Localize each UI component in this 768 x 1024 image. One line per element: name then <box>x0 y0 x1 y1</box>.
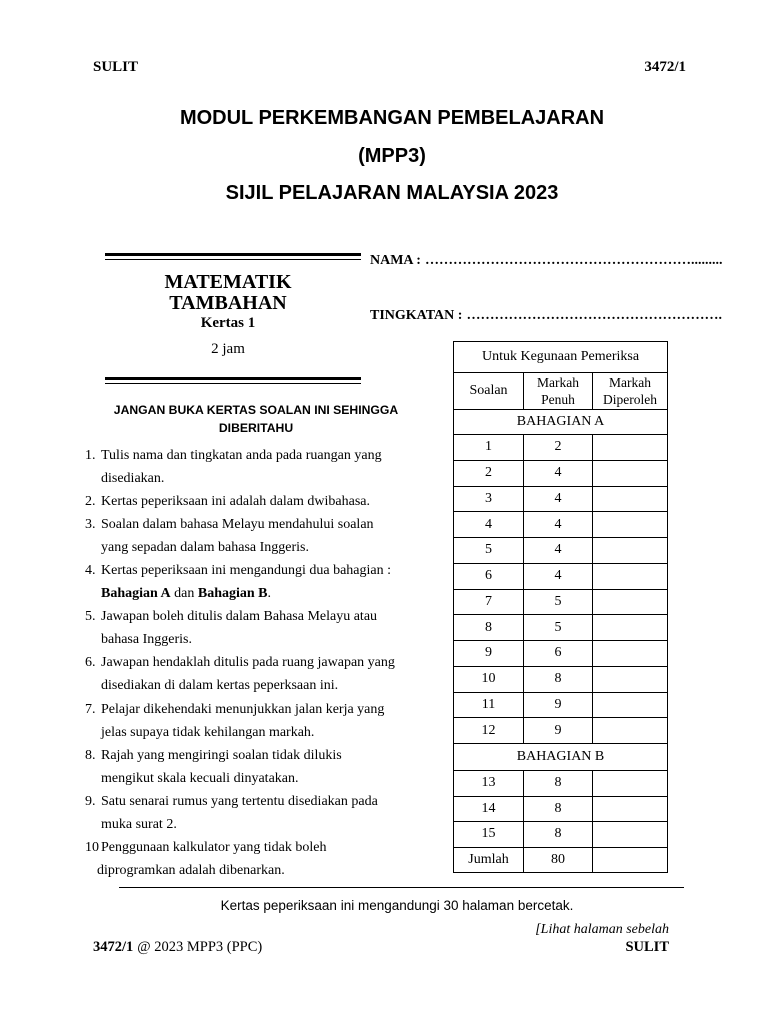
marks-obtained-cell <box>593 822 668 848</box>
instruction-text: Jawapan hendaklah ditulis pada ruang jawapan yang <box>101 655 395 671</box>
marks-obtained-cell <box>593 796 668 822</box>
table-row <box>454 771 668 797</box>
instruction-number: 7. <box>85 701 96 717</box>
table-title-row <box>454 342 668 373</box>
question-number-cell: 7 <box>454 589 524 615</box>
instruction-number: 9. <box>85 793 96 809</box>
double-rule-top-inner <box>105 259 361 261</box>
question-number-cell: 11 <box>454 692 524 718</box>
instruction-item <box>85 790 415 836</box>
total-marks-obtained <box>593 847 668 873</box>
instruction-text: Kertas peperiksaan ini mengandungi dua bahagian : <box>101 562 392 578</box>
table-row <box>454 563 668 589</box>
instruction-number: 1. <box>85 447 96 463</box>
table-row <box>454 796 668 822</box>
column-header-full-marks <box>524 373 593 410</box>
instruction-item <box>85 559 415 605</box>
total-label: Jumlah <box>454 847 524 873</box>
section-header-row <box>454 410 668 435</box>
instruction-item <box>85 836 415 882</box>
double-rule-top <box>105 253 361 256</box>
instruction-number: 3. <box>85 516 96 532</box>
question-number-cell: 14 <box>454 796 524 822</box>
subject-name-line2: TAMBAHAN <box>169 292 287 314</box>
page-count-note: Kertas peperiksaan ini mengandungi 30 halaman bercetak. <box>220 898 574 913</box>
instruction-item <box>85 651 415 697</box>
instruction-text: disediakan. <box>101 470 165 486</box>
instruction-item <box>85 744 415 790</box>
question-number-cell: 3 <box>454 486 524 512</box>
full-marks-cell: 4 <box>524 486 593 512</box>
instruction-text: diprogramkan adalah dibenarkan. <box>97 863 285 879</box>
form-field <box>370 307 733 325</box>
marks-obtained-cell <box>593 460 668 486</box>
name-label: NAMA : <box>370 253 421 268</box>
instruction-text: Rajah yang mengiringi soalan tidak dilukis <box>101 747 342 763</box>
full-marks-cell: 4 <box>524 512 593 538</box>
instruction-text: Tulis nama dan tingkatan anda pada ruangan yang <box>101 447 382 463</box>
instruction-number: 10 <box>85 840 99 856</box>
double-rule-bottom <box>105 377 361 380</box>
table-row <box>454 435 668 461</box>
marks-obtained-cell <box>593 666 668 692</box>
examiner-marks-table <box>453 341 668 873</box>
table-row <box>454 666 668 692</box>
marks-obtained-cell <box>593 718 668 744</box>
question-number-cell: 6 <box>454 563 524 589</box>
column-header-line: Diperoleh <box>603 392 657 407</box>
table-title: Untuk Kegunaan Pemeriksa <box>454 342 668 373</box>
full-marks-cell: 4 <box>524 460 593 486</box>
table-row <box>454 641 668 667</box>
name-leader: …………………………………………………......... <box>424 253 723 268</box>
full-marks-cell: 4 <box>524 563 593 589</box>
table-row <box>454 460 668 486</box>
full-marks-cell: 5 <box>524 589 593 615</box>
instruction-text: dan <box>170 586 198 602</box>
table-row <box>454 822 668 848</box>
full-marks-cell: 9 <box>524 718 593 744</box>
full-marks-cell: 8 <box>524 771 593 797</box>
full-marks-cell: 8 <box>524 822 593 848</box>
marks-obtained-cell <box>593 692 668 718</box>
double-rule-bottom-inner <box>105 383 361 385</box>
instruction-text: muka surat 2. <box>101 817 177 832</box>
instruction-text: disediakan di dalam kertas peperksaan ini. <box>101 678 339 694</box>
exam-duration: 2 jam <box>211 341 245 357</box>
instructions-list <box>85 444 415 883</box>
question-number-cell: 15 <box>454 822 524 848</box>
instruction-text: Soalan dalam bahasa Melayu mendahului soalan <box>101 516 374 532</box>
question-number-cell: 5 <box>454 538 524 564</box>
instruction-text: Pelajar dikehendaki menunjukkan jalan kerja yang <box>101 701 385 717</box>
question-number-cell: 8 <box>454 615 524 641</box>
section-header-row <box>454 744 668 771</box>
instruction-text: mengikut skala kecuali dinyatakan. <box>101 770 299 786</box>
question-number-cell: 1 <box>454 435 524 461</box>
table-row <box>454 615 668 641</box>
column-header-line: Penuh <box>541 392 575 407</box>
instruction-number: 6. <box>85 655 96 671</box>
instruction-item <box>85 490 415 513</box>
instruction-text: Kertas peperiksaan ini adalah dalam dwibahasa. <box>101 493 371 509</box>
instruction-text: Penggunaan kalkulator yang tidak boleh <box>101 840 327 856</box>
footer-classification: SULIT <box>625 939 669 955</box>
full-marks-cell: 6 <box>524 641 593 667</box>
column-header-marks-obtained <box>593 373 668 410</box>
full-marks-cell: 4 <box>524 538 593 564</box>
question-number-cell: 2 <box>454 460 524 486</box>
section-label: BAHAGIAN A <box>454 410 668 435</box>
full-marks-cell: 8 <box>524 666 593 692</box>
question-number-cell: 10 <box>454 666 524 692</box>
instruction-number: 4. <box>85 562 96 578</box>
table-row <box>454 486 668 512</box>
instructions-heading-line1: JANGAN BUKA KERTAS SOALAN INI SEHINGGA <box>113 403 399 417</box>
module-code: (MPP3) <box>358 145 426 167</box>
table-row <box>454 589 668 615</box>
marks-obtained-cell <box>593 589 668 615</box>
instruction-item <box>85 605 415 651</box>
instruction-text: bahasa Inggeris. <box>101 632 192 648</box>
classification-label: SULIT <box>93 59 139 75</box>
column-header-line: Markah <box>537 375 579 390</box>
marks-obtained-cell <box>593 512 668 538</box>
full-marks-cell: 9 <box>524 692 593 718</box>
name-field <box>370 252 733 270</box>
footer-paper-info <box>93 938 262 956</box>
footer-paper-code: 3472/1 <box>93 939 134 955</box>
marks-obtained-cell <box>593 486 668 512</box>
instruction-item <box>85 513 415 559</box>
marks-obtained-cell <box>593 538 668 564</box>
table-row <box>454 718 668 744</box>
total-row <box>454 847 668 873</box>
instruction-number: 8. <box>85 747 96 763</box>
module-title: MODUL PERKEMBANGAN PEMBELAJARAN <box>179 107 605 129</box>
question-number-cell: 9 <box>454 641 524 667</box>
instruction-text: Jawapan boleh ditulis dalam Bahasa Melayu atau <box>101 609 378 625</box>
form-label: TINGKATAN : <box>370 308 463 323</box>
table-row <box>454 538 668 564</box>
instructions-heading-line2: DIBERITAHU <box>218 421 294 435</box>
instruction-text: jelas supaya tidak kehilangan markah. <box>101 724 315 740</box>
marks-obtained-cell <box>593 641 668 667</box>
marks-obtained-cell <box>593 615 668 641</box>
full-marks-cell: 8 <box>524 796 593 822</box>
subject-name-line1: MATEMATIK <box>164 271 292 293</box>
section-b-emphasis: Bahagian B <box>197 586 268 602</box>
section-label: BAHAGIAN B <box>454 744 668 771</box>
question-number-cell: 4 <box>454 512 524 538</box>
instruction-number: 5. <box>85 609 96 625</box>
paper-code: 3472/1 <box>644 59 686 75</box>
full-marks-cell: 2 <box>524 435 593 461</box>
table-row <box>454 512 668 538</box>
paper-number: Kertas 1 <box>200 315 256 331</box>
exam-title: SIJIL PELAJARAN MALAYSIA 2023 <box>225 182 559 204</box>
instruction-item <box>85 698 415 744</box>
footer-copyright: @ 2023 MPP3 (PPC) <box>137 939 263 955</box>
instruction-text: . <box>267 586 271 602</box>
turn-over-note: [Lihat halaman sebelah <box>535 922 669 937</box>
marks-obtained-cell <box>593 771 668 797</box>
question-number-cell: 12 <box>454 718 524 744</box>
form-leader: ………………………………………………. <box>466 308 722 323</box>
instruction-text: yang sepadan dalam bahasa Inggeris. <box>101 539 309 555</box>
footer-rule <box>119 887 684 888</box>
column-header-question: Soalan <box>454 373 524 410</box>
instruction-number: 2. <box>85 493 96 509</box>
instruction-item <box>85 444 415 490</box>
full-marks-cell: 5 <box>524 615 593 641</box>
marks-obtained-cell <box>593 563 668 589</box>
table-header-row <box>454 373 668 410</box>
table-row <box>454 692 668 718</box>
total-full-marks: 80 <box>524 847 593 873</box>
question-number-cell: 13 <box>454 771 524 797</box>
column-header-line: Markah <box>609 375 651 390</box>
instruction-text: Satu senarai rumus yang tertentu disediakan pada <box>101 793 378 809</box>
marks-obtained-cell <box>593 435 668 461</box>
section-a-emphasis: Bahagian A <box>101 586 171 602</box>
